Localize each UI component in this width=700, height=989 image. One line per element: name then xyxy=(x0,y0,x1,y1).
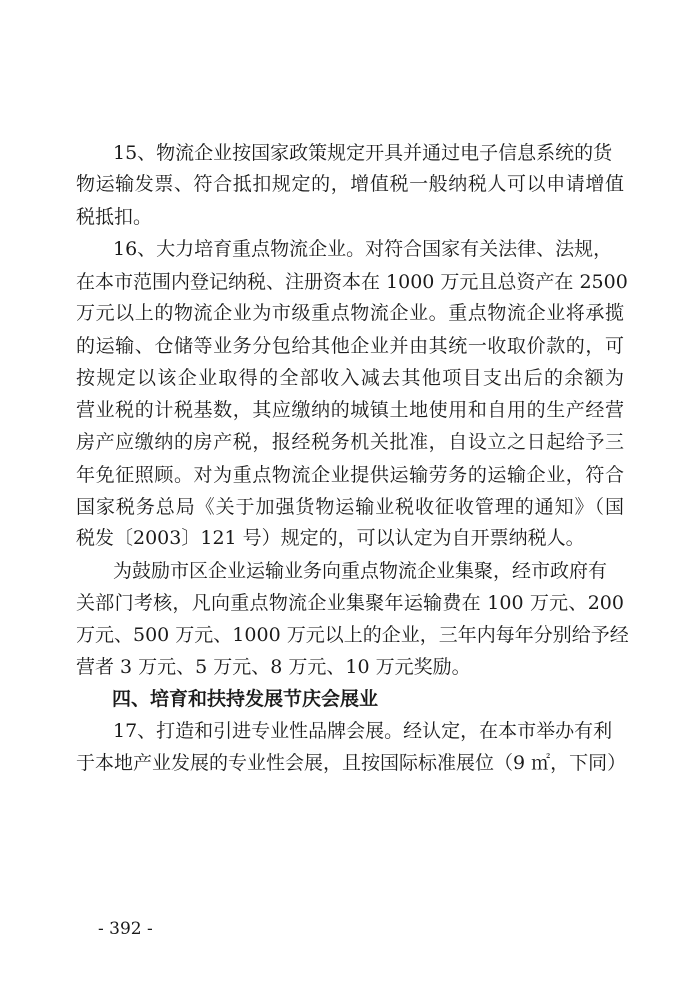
paragraph-16-line-2: 在本市范围内登记纳税、注册资本在 1000 万元且总资产在 2500 xyxy=(76,271,628,293)
paragraph-incentive-line-2: 关部门考核，凡向重点物流企业集聚年运输费在 100 万元、200 xyxy=(76,592,624,614)
paragraph-16-line-9: 国家税务总局《关于加强货物运输业税收征收管理的通知》（国 xyxy=(76,496,624,518)
paragraph-17-line-1: 17、打造和引进专业性品牌会展。经认定，在本市举办有利 xyxy=(113,720,613,742)
paragraph-15-line-2: 物运输发票、符合抵扣规定的，增值税一般纳税人可以申请增值 xyxy=(76,173,624,195)
paragraph-16-line-10: 税发〔2003〕121 号）规定的，可以认定为自开票纳税人。 xyxy=(76,527,585,549)
paragraph-16-line-6: 营业税的计税基数，其应缴纳的城镇土地使用和自用的生产经营 xyxy=(76,399,624,421)
paragraph-16-line-4: 的运输、仓储等业务分包给其他企业并由其统一收取价款的，可 xyxy=(76,335,624,357)
paragraph-16-line-7: 房产应缴纳的房产税，报经税务机关批准，自设立之日起给予三 xyxy=(76,431,624,453)
paragraph-16-line-8: 年免征照顾。对为重点物流企业提供运输劳务的运输企业，符合 xyxy=(76,464,624,486)
paragraph-incentive-line-4: 营者 3 万元、5 万元、8 万元、10 万元奖励。 xyxy=(76,656,471,678)
paragraph-incentive-line-3: 万元、500 万元、1000 万元以上的企业，三年内每年分别给予经 xyxy=(76,624,629,646)
paragraph-16-line-1: 16、大力培育重点物流企业。对符合国家有关法律、法规， xyxy=(113,238,613,260)
paragraph-16-line-3: 万元以上的物流企业为市级重点物流企业。重点物流企业将承揽 xyxy=(76,302,624,324)
paragraph-16-line-5: 按规定以该企业取得的全部收入减去其他项目支出后的余额为 xyxy=(76,367,624,389)
section-heading-4: 四、培育和扶持发展节庆会展业 xyxy=(112,688,379,710)
page-number: - 392 - xyxy=(98,919,153,939)
paragraph-15-line-1: 15、物流企业按国家政策规定开具并通过电子信息系统的货 xyxy=(113,142,613,164)
paragraph-17-line-2: 于本地产业发展的专业性会展，且按国际标准展位（9 ㎡，下同） xyxy=(76,752,627,774)
paragraph-15-line-3: 税抵扣。 xyxy=(76,206,153,228)
paragraph-incentive-line-1: 为鼓励市区企业运输业务向重点物流企业集聚，经市政府有 xyxy=(113,560,608,582)
